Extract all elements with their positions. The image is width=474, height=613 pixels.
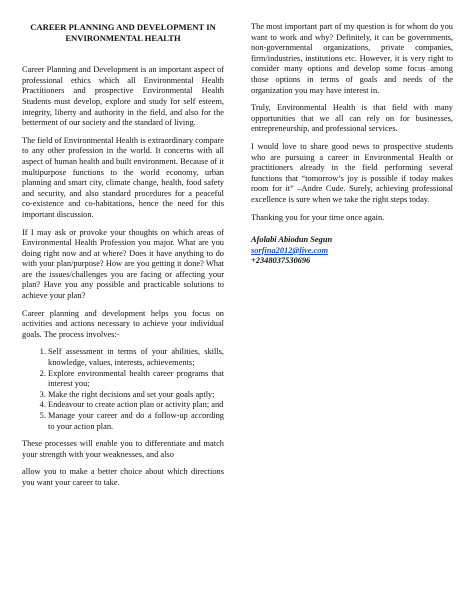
list-item: 1. Self assessment in terms of your abilities, skills, knowledge, values, interests, achievements; — [48, 347, 224, 368]
signature-block — [251, 235, 453, 267]
good-news-paragraph: I would love to share good news to prospective students who are pursuing a career in Environmental Health or practitioners already in the field performing several functions that “tomorrow’s joy is possible if today makes room for it” –Andre Cude. Surely, achieving professional excellence is sure when we take the right steps today. — [251, 141, 453, 204]
choice-paragraph: allow you to make a better choice about which directions you want your career to take. — [22, 467, 224, 487]
thanks-paragraph: Thanking you for your time once again. — [251, 212, 385, 222]
questions-paragraph: If I may ask or provoke your thoughts on which areas of Environmental Health Profession you major. What are you doing right now and at where? Does it have anything to do with your plan/purpose? How are you getting it done? What are the issues/challenges you are facing or affecting your plan? Have you any possible and practicable solutions to achieve your plan? — [22, 227, 224, 301]
field-paragraph: The field of Environmental Health is extraordinary compare to any other profession in the world. It concerns with all aspect of human health and built environment. Because of it multipurpose functions to the world economy, urban planning and smart city, climate change, health, food safety and security, and also standard procedures for a peaceful co-existence and co-habitations, hence the need for this important discussion. — [22, 135, 224, 219]
list-item: 3. Make the right decisions and set your goals aptly; — [48, 390, 224, 401]
list-item: 2. Explore environmental health career programs that interest you; — [48, 369, 224, 390]
opportunities-paragraph: Truly, Environmental Health is that field with many opportunities that we all can rely on for businesses, entrepreneurship, and professional services. — [251, 103, 453, 134]
left-column — [22, 22, 224, 496]
author-email-link[interactable]: sorfina2012@live.com — [251, 245, 328, 255]
author-phone: +2348037530696 — [251, 256, 311, 266]
processes-paragraph: These processes will enable you to differentiate and match your strength with your weaknesses, and also — [22, 439, 224, 459]
right-column — [251, 22, 453, 267]
document-title: CAREER PLANNING AND DEVELOPMENT IN ENVIRONMENTAL HEALTH — [30, 22, 216, 43]
intro-paragraph: Career Planning and Development is an important aspect of professional ethics which all Environmental Health Practitioners and prospective Environmental Health Students must develop, explore and study for self esteem, integrity, liberty and authority in the field, and also for the betterment of our society and the standard of living. — [22, 65, 224, 128]
question-paragraph: The most important part of my question is for whom do you want to work and why? Definitely, it can be governments, non-governmental organizations, private companies, firm/industries, institutions etc. However, it is very right to consider many options and develop some focus among those options in terms of goals and needs of the organization you may have interest in. — [251, 22, 453, 95]
author-name: Afolabi Abiodun Segun — [251, 235, 333, 245]
process-intro-paragraph: Career planning and development helps you focus on activities and actions necessary to achieve your individual goals. The process involves:- — [22, 308, 224, 339]
list-item: 5. Manage your career and do a follow-up according to your action plan. — [48, 411, 224, 432]
list-item: 4. Endeavour to create action plan or activity plan; and — [48, 400, 224, 411]
process-list — [22, 347, 224, 432]
